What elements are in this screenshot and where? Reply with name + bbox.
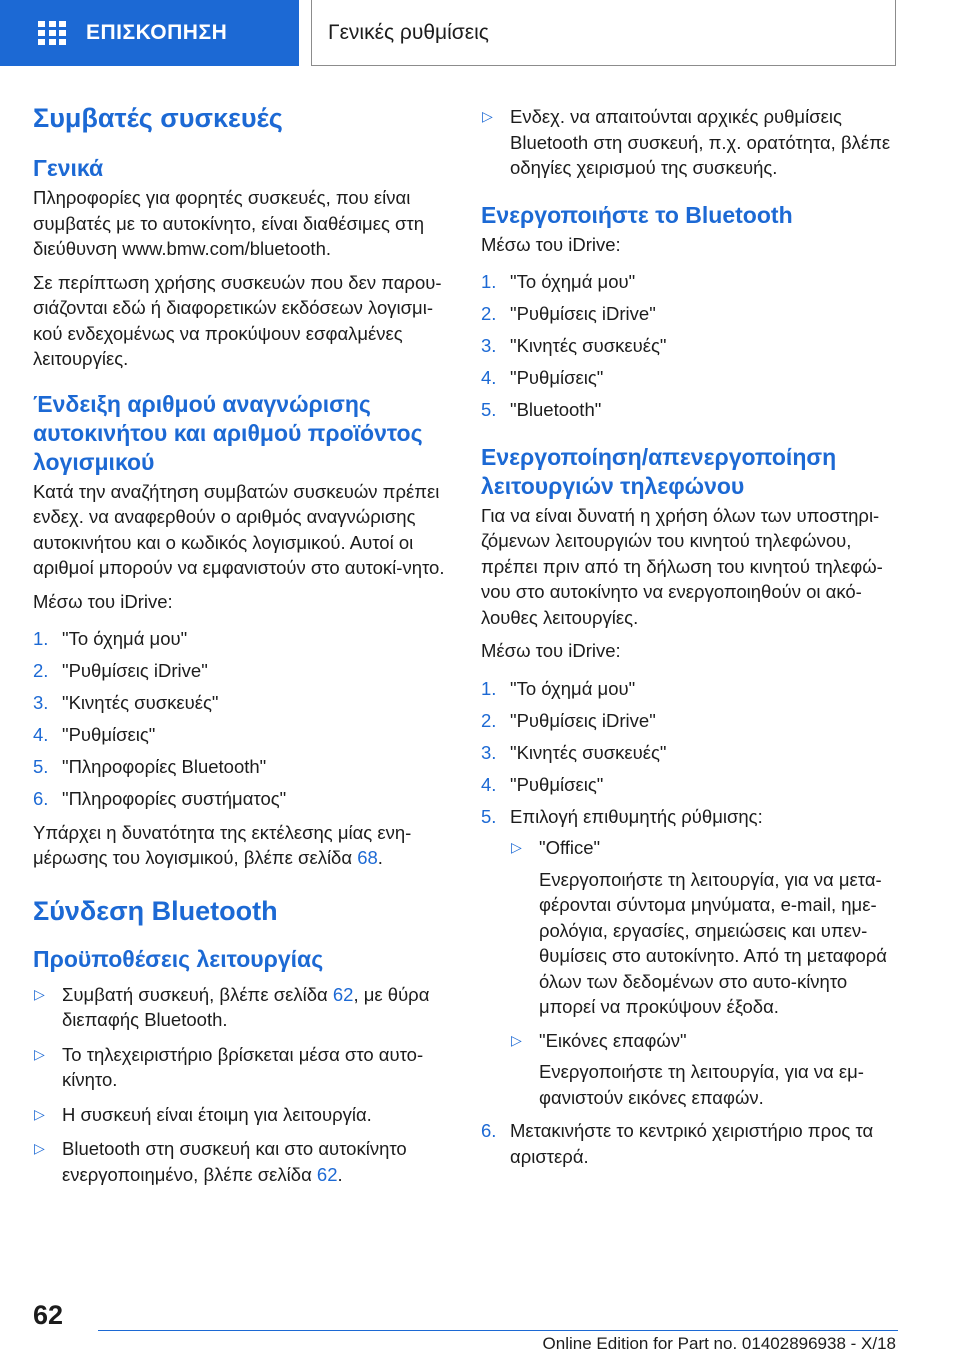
step-text: Επιλογή επιθυμητής ρύθμισης: bbox=[510, 805, 763, 827]
option-label: "Office" bbox=[539, 837, 601, 858]
step-number: 2. bbox=[481, 303, 497, 324]
prereq-text: Το τηλεχειριστήριο βρίσκεται μέσα στο αυτο-κίνητο. bbox=[62, 1043, 424, 1090]
list-item bbox=[33, 1102, 453, 1128]
step-text: "Ρυθμίσεις iDrive" bbox=[510, 303, 656, 324]
triangle-bullet-icon: ▷ bbox=[511, 1031, 522, 1048]
option-description: Ενεργοποιήστε τη λειτουργία, για να εμ-φανιστούν εικόνες επαφών. bbox=[539, 1061, 864, 1108]
list-item bbox=[481, 269, 901, 295]
list-item bbox=[481, 104, 901, 181]
list-item bbox=[510, 1028, 901, 1111]
prereq-text: Η συσκευή είναι έτοιμη για λειτουργία. bbox=[62, 1103, 372, 1125]
step-text: "Το όχημά μου" bbox=[62, 628, 188, 649]
activate-via: Μέσω του iDrive: bbox=[481, 233, 621, 255]
triangle-bullet-icon: ▷ bbox=[34, 1045, 45, 1062]
step-number: 4. bbox=[481, 773, 497, 795]
list-item bbox=[481, 397, 901, 423]
step-text: "Ρυθμίσεις iDrive" bbox=[510, 709, 656, 731]
list-item bbox=[33, 690, 453, 716]
list-item bbox=[481, 301, 901, 327]
triangle-bullet-icon: ▷ bbox=[34, 1105, 45, 1122]
vin-via: Μέσω του iDrive: bbox=[33, 590, 173, 612]
step-number: 1. bbox=[33, 628, 49, 649]
list-item bbox=[481, 804, 901, 1111]
step-number: 3. bbox=[481, 335, 497, 356]
step-number: 4. bbox=[33, 724, 49, 745]
step-text: "Το όχημά μου" bbox=[510, 271, 636, 292]
list-item bbox=[33, 626, 453, 652]
step-number: 3. bbox=[33, 692, 49, 713]
general-paragraph-1: Πληροφορίες για φορητές συσκευές, που είναι συμβατές με το αυτοκίνητο, είναι διαθέσιμες στη διεύθυνση www.bmw.com/bluetooth. bbox=[33, 187, 425, 259]
step-text: "Ρυθμίσεις" bbox=[510, 367, 604, 388]
list-item bbox=[33, 754, 453, 780]
bt-title: Σύνδεση Bluetooth bbox=[33, 895, 278, 926]
section-tab[interactable] bbox=[311, 0, 896, 66]
step-text: "Κινητές συσκευές" bbox=[510, 741, 667, 763]
prereq-list bbox=[33, 982, 453, 1188]
list-item bbox=[33, 1136, 453, 1187]
list-item bbox=[33, 658, 453, 684]
triangle-bullet-icon: ▷ bbox=[511, 839, 522, 855]
update-end: . bbox=[377, 847, 383, 868]
vin-paragraph: Κατά την αναζήτηση συμβατών συσκευών πρέπει ενδεχ. να αναφερθούν ο αριθμός αναγνώρισης αυτοκινήτου και ο κωδικός λογισμικού. Αυτοί οι αριθμοί μπορούν να εμφανιστούν στο αυτοκί-νητο. bbox=[33, 480, 445, 578]
prereq-heading: Προϋποθέσεις λειτουργίας bbox=[33, 945, 324, 972]
option-description: Ενεργοποιήστε τη λειτουργία, για να μετα-φέρονται σύντομα μηνύματα, e-mail, ημε-ρολόγια, εργασίες, σημειώσεις και υπεν-θυμίσεις στο αυτοκίνητο. Από τη μεταφορά όλων των δεδομένων στο αυτο-κίνητο μπορεί να προκύψουν έξοδα. bbox=[539, 868, 887, 1017]
update-paragraph bbox=[33, 820, 453, 871]
right-column bbox=[481, 104, 901, 1177]
general-heading: Γενικά bbox=[33, 155, 104, 181]
step-number: 1. bbox=[481, 677, 497, 699]
list-item bbox=[481, 333, 901, 359]
step-text: "Ρυθμίσεις" bbox=[62, 724, 156, 745]
list-item bbox=[481, 1118, 901, 1169]
step-number: 4. bbox=[481, 367, 497, 388]
step-number: 6. bbox=[33, 788, 49, 809]
list-item bbox=[481, 365, 901, 391]
step-number: 3. bbox=[481, 741, 497, 763]
footer-divider bbox=[98, 1330, 898, 1331]
step-text: Μετακινήστε το κεντρικό χειριστήριο προς τα αριστερά. bbox=[510, 1120, 874, 1167]
update-text: Υπάρχει η δυνατότητα της εκτέλεσης μίας ενη-μέρωσης του λογισμικού, βλέπε σελίδα bbox=[33, 821, 412, 868]
activate-heading: Ενεργοποιήστε το Bluetooth bbox=[481, 201, 793, 228]
vin-steps bbox=[33, 626, 453, 812]
top-bar bbox=[0, 0, 960, 66]
option-label: "Εικόνες επαφών" bbox=[539, 1029, 687, 1051]
page-number: 62 bbox=[33, 1300, 64, 1330]
page-link-62[interactable]: 62 bbox=[316, 1163, 338, 1185]
grid-icon bbox=[38, 21, 66, 45]
list-item bbox=[481, 676, 901, 702]
prereq-text-post: , με θύρα διεπαφής Bluetooth. bbox=[62, 983, 430, 1030]
prereq-text: Συμβατή συσκευή, βλέπε σελίδα bbox=[62, 983, 333, 1005]
prereq-text: Ενδεχ. να απαιτούνται αρχικές ρυθμίσεις Bluetooth στη συσκευή, π.χ. ορατότητα, βλέπε οδηγίες χειρισμού της συσκευής. bbox=[510, 106, 891, 178]
step-number: 5. bbox=[481, 399, 497, 420]
list-item bbox=[481, 708, 901, 734]
phone-steps bbox=[481, 676, 901, 1170]
step-text: "Ρυθμίσεις iDrive" bbox=[62, 660, 208, 681]
vin-heading: Ένδειξη αριθμού αναγνώρισης αυτοκινήτου και αριθμού προϊόντος λογισμικού bbox=[33, 390, 423, 475]
phone-via: Μέσω του iDrive: bbox=[481, 640, 621, 661]
step-number: 2. bbox=[33, 660, 49, 681]
step-text: "Κινητές συσκευές" bbox=[62, 692, 219, 713]
triangle-bullet-icon: ▷ bbox=[34, 1140, 45, 1156]
page-link-68[interactable]: 68 bbox=[357, 847, 378, 868]
step-number: 1. bbox=[481, 271, 497, 292]
step-text: "Ρυθμίσεις" bbox=[510, 773, 604, 795]
step-number: 2. bbox=[481, 709, 497, 731]
step-text: "Το όχημά μου" bbox=[510, 677, 636, 699]
triangle-bullet-icon: ▷ bbox=[482, 108, 493, 124]
prereq-list-continued bbox=[481, 104, 901, 181]
list-item bbox=[33, 982, 453, 1033]
phone-heading: Ενεργοποίηση/απενεργοποίηση λειτουργιών τηλεφώνου bbox=[481, 443, 837, 499]
list-item bbox=[481, 772, 901, 798]
list-item bbox=[510, 835, 901, 1020]
section-label: Γενικές ρυθμίσεις bbox=[328, 20, 489, 44]
step-text: "Κινητές συσκευές" bbox=[510, 335, 667, 356]
list-item bbox=[33, 1042, 453, 1093]
activate-steps bbox=[481, 269, 901, 423]
list-item bbox=[481, 740, 901, 766]
list-item bbox=[33, 786, 453, 812]
overview-tab[interactable] bbox=[0, 0, 299, 66]
footer-edition: Online Edition for Part no. 01402896938 - X/18 bbox=[542, 1334, 896, 1353]
step-number: 6. bbox=[481, 1120, 497, 1141]
step-text: "Πληροφορίες Bluetooth" bbox=[62, 756, 267, 777]
prereq-text-post: . bbox=[337, 1163, 343, 1185]
page-link-62[interactable]: 62 bbox=[332, 983, 354, 1005]
phone-paragraph: Για να είναι δυνατή η χρήση όλων των υποστηρι-ζόμενων λειτουργιών του κινητού τηλεφώνου, πρέπει πριν από τη δήλωση του κινητού τηλεφώ-νου στο αυτοκίνητο να ενεργοποιηθούν οι ακό-λουθες λειτουργίες. bbox=[481, 504, 883, 628]
step-number: 5. bbox=[33, 756, 49, 777]
step-number: 5. bbox=[481, 805, 497, 827]
prereq-text: Bluetooth στη συσκευή και στο αυτοκίνητο ενεργοποιημένο, βλέπε σελίδα bbox=[62, 1138, 407, 1185]
general-paragraph-2: Σε περίπτωση χρήσης συσκευών που δεν παρου-σιάζονται εδώ ή διαφορετικών εκδόσεων λογισμι-κού ενδεχομένως να προκύψουν εσφαλμένες λειτουργίες. bbox=[33, 271, 442, 369]
phone-options bbox=[510, 835, 901, 1110]
overview-label: ΕΠΙΣΚΟΠΗΣΗ bbox=[86, 21, 228, 44]
compat-title: Συμβατές συσκευές bbox=[33, 103, 283, 133]
left-column bbox=[33, 96, 453, 1196]
list-item bbox=[33, 722, 453, 748]
triangle-bullet-icon: ▷ bbox=[34, 985, 45, 1002]
step-text: "Πληροφορίες συστήματος" bbox=[62, 788, 287, 809]
step-text: "Bluetooth" bbox=[510, 399, 602, 420]
